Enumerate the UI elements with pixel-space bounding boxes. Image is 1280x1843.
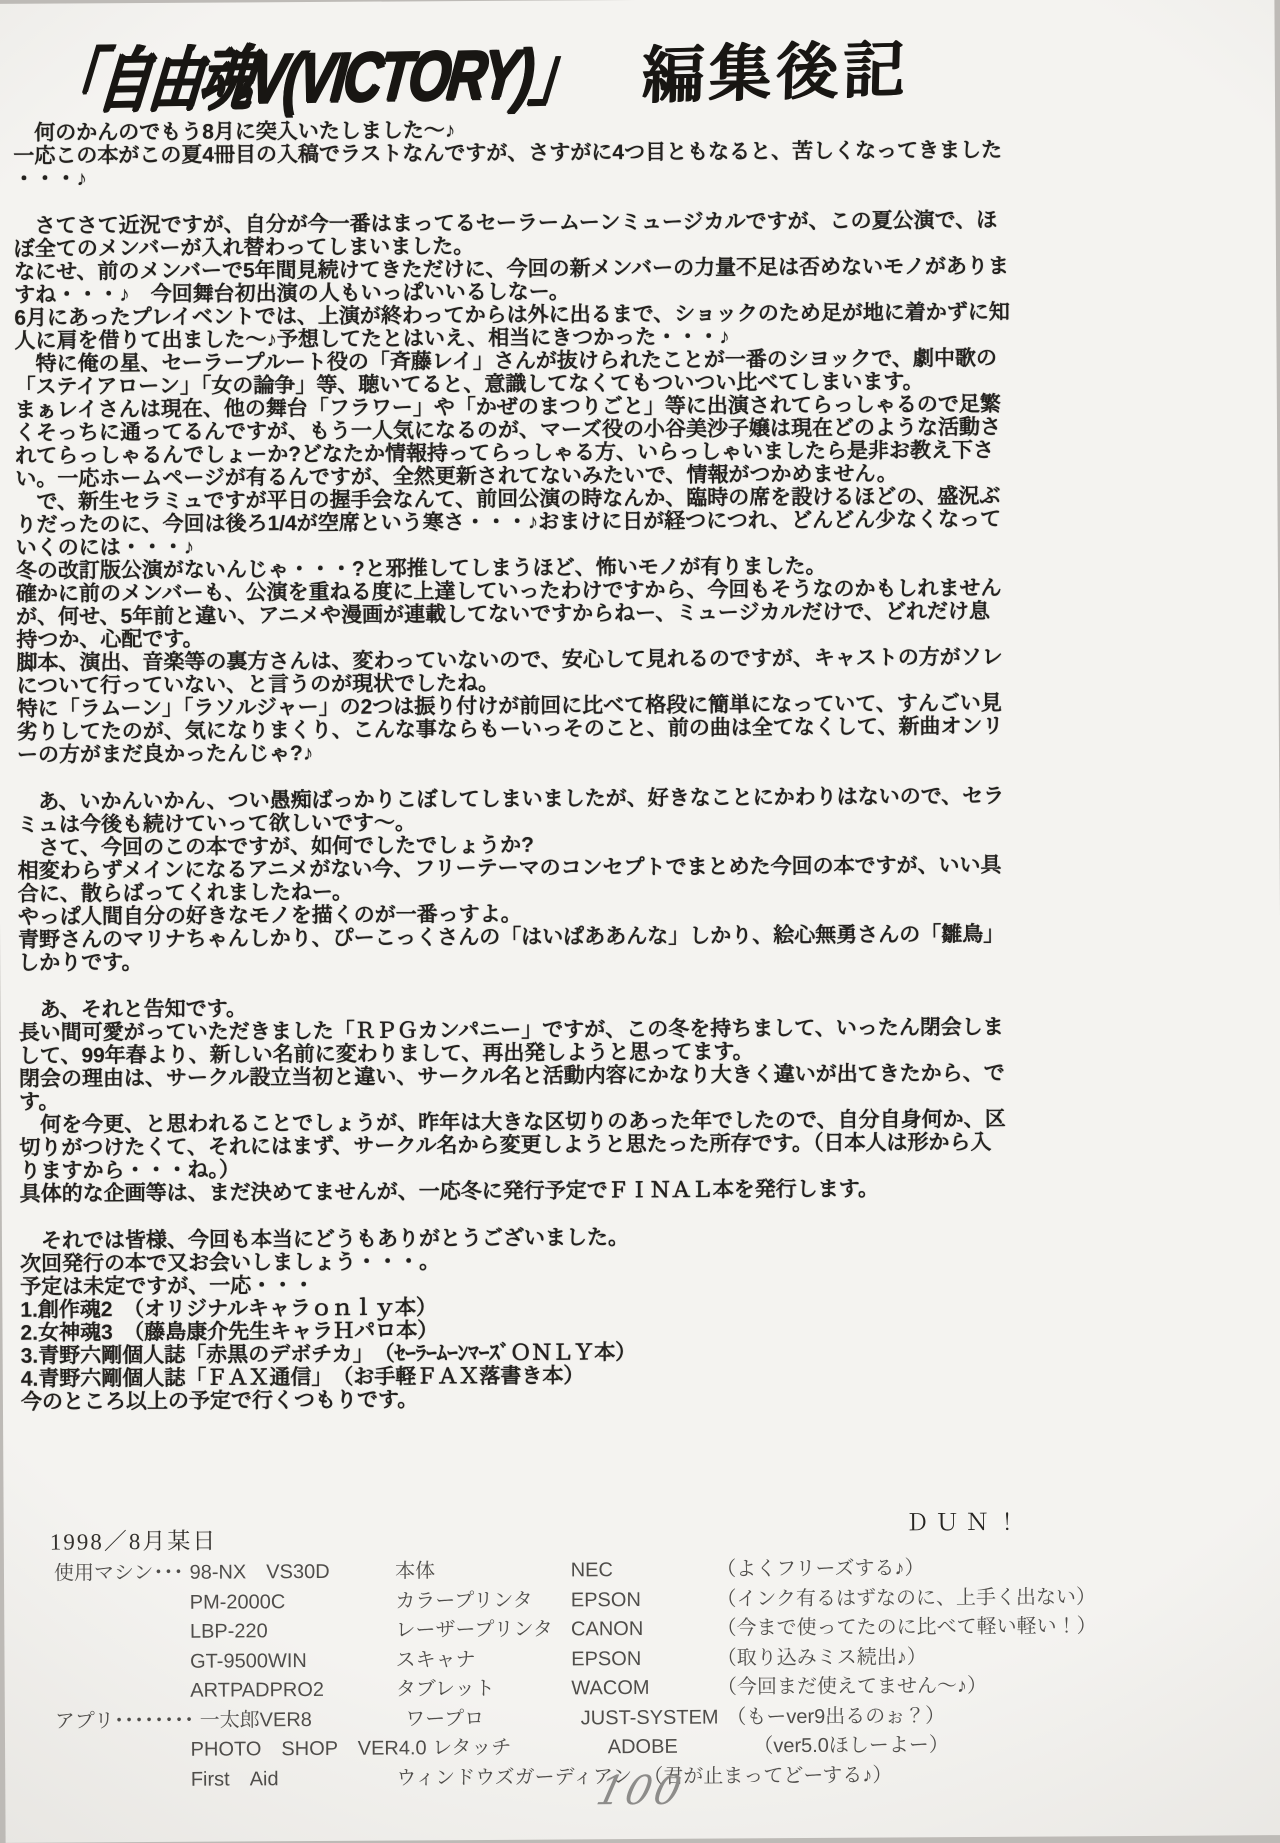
equipment-model: LBP-220: [189, 1620, 268, 1643]
equipment-category-label: アプリ････････: [54, 1709, 195, 1733]
page-number: 100: [592, 1767, 689, 1815]
equipment-comment: （今まで使ってたのに比べて軽い軽い！）: [716, 1615, 1097, 1640]
text-line: 閉会の理由は、サークル設立当初と違い、サークル名と活動内容にかなり大きく違いが出てきたから、で: [18, 1061, 1005, 1091]
equipment-comment: （ver5.0ほしーよー）: [753, 1734, 949, 1758]
text-line: 長い間可愛がっていただきました「ＲＰＧカンパニー」ですが、この冬を持ちまして、いったん閉会しま: [18, 1015, 1004, 1045]
text-line: くそっちに通ってるんですが、もう一人気になるのが、マーズ役の小谷美沙子嬢は現在どのような活動さ: [14, 415, 1002, 445]
equipment-maker: NEC: [570, 1559, 613, 1582]
equipment-comment: （もーver9出るのぉ？）: [726, 1704, 946, 1728]
text-line: それでは皆様、今回も本当にどうもありがとうございました。: [19, 1226, 630, 1253]
text-line: 劣りしてたのが、気になりまくり、こんな事ならもーいっそのこと、前の曲は全てなくして、新曲オンリ: [16, 714, 1004, 744]
text-line: 具体的な企画等は、まだ決めてませんが、一応冬に発行予定でＦＩＮＡＬ本を発行します。: [19, 1177, 880, 1206]
text-line: 確かに前のメンバーも、公演を重ねる度に上達していったわけですから、今回もそうなのかもしれません: [15, 576, 1002, 606]
page-title: 編集後記: [640, 35, 911, 112]
equipment-comment: （君が止まってどーする♪）: [643, 1763, 893, 1788]
text-line: ーの方がまだ良かったんじゃ?♪: [16, 741, 314, 767]
text-line: 一応この本がこの夏4冊目の入稿でラストなんですが、さすがに4つ目ともなると、苦しくなってきました: [13, 138, 1003, 168]
book-title-logo: 「自由魂V(VICTORY)」: [42, 34, 586, 121]
equipment-maker: EPSON: [570, 1588, 641, 1611]
afterword-paragraph: [20, 1223, 1057, 1413]
text-line: い。一応ホームページが有るんですが、全然更新されてないみたいで、情報がつかめません。: [15, 462, 898, 491]
text-line: 2.女神魂3 （藤島康介先生キャラＨパロ本）: [20, 1319, 439, 1345]
text-line: ・・・♪: [13, 167, 88, 191]
text-line: 4.青野六剛個人誌「ＦＡＸ通信」 （お手軽ＦＡＸ落書き本）: [20, 1364, 585, 1391]
afterword-paragraph: [14, 208, 1053, 766]
text-line: 何を今更、と思われることでしょうが、昨年は大きな区切りのあった年でしたので、自分自身何か、区: [19, 1107, 1006, 1137]
equipment-type: カラープリンタ: [395, 1589, 533, 1613]
text-line: す。: [19, 1090, 60, 1114]
text-line: りますから・・・ね。）: [19, 1158, 241, 1183]
text-line: れてらっしゃるんでしょーか?どなたか情報持ってらっしゃる方、いらっしゃいましたら是非お教え下さ: [15, 438, 995, 468]
text-line: 「ステイアローン」「女の論争」等、聴いてると、意識してなくてもついつい比べてしまいます。: [14, 370, 924, 399]
equipment-type: レーザープリンタ: [395, 1618, 553, 1642]
text-line: あ、いかんいかん、つい愚痴ばっかりこぼしてしまいましたが、好きなことにかわりはないので、セラ: [17, 784, 1005, 814]
equipment-list: [54, 1552, 1255, 1795]
equipment-model: PM-2000C: [189, 1590, 286, 1614]
text-line: 相変わらずメインになるアニメがない今、フリーテーマのコンセプトでまとめた今回の本ですが、いい具: [17, 853, 1002, 883]
afterword-paragraph: [13, 115, 1049, 190]
equipment-model: PHOTO SHOP VER4.0: [190, 1737, 427, 1761]
equipment-type: スキャナ: [395, 1648, 476, 1672]
text-line: 次回発行の本で又お会いしましょう・・・。: [20, 1250, 441, 1276]
afterword-paragraph: [18, 992, 1055, 1205]
afterword-text: [13, 115, 1057, 1413]
equipment-category-label: 使用マシン･･･: [53, 1561, 184, 1585]
text-line: 予定は未定ですが、一応・・・: [20, 1273, 315, 1299]
equipment-comment: （よくフリーズする♪）: [716, 1557, 925, 1581]
text-line: なにせ、前のメンバーで5年間見続けてきただけに、今回の新メンバーの力量不足は否めないモノがありま: [13, 254, 1009, 284]
text-line: 今のところ以上の予定で行くつもりです。: [20, 1388, 419, 1414]
text-line: 持つか、心配です。: [16, 627, 204, 652]
equipment-model: GT-9500WIN: [190, 1649, 307, 1673]
text-line: すね・・・♪ 今回舞台初出演の人もいっぱいいるしなー。: [14, 280, 570, 307]
text-line: いくのには・・・♪: [15, 535, 195, 560]
text-line: ぼ全てのメンバーが入れ替わってしまいました。: [13, 235, 475, 261]
equipment-type: レタッチ: [432, 1736, 512, 1760]
text-line: やっぱ人間自分の好きなモノを描くのが一番っすよ。: [17, 902, 522, 929]
text-line: 特に俺の星、セーラープルート役の「斉藤レイ」さんが抜けられたことが一番のシヨックで、劇中歌の: [14, 346, 998, 376]
equipment-type: 本体: [395, 1560, 436, 1583]
text-line: で、新生セラミュですが平日の握手会なんて、前回公演の時なんか、臨時の席を設けるほどの、盛況ぶ: [15, 484, 1001, 514]
equipment-type: ウィンドウズガーディアン: [396, 1765, 633, 1790]
equipment-maker: WACOM: [571, 1676, 650, 1700]
equipment-category-label: [55, 1736, 185, 1737]
equipment-model: 一太郎VER8: [199, 1708, 312, 1732]
equipment-comment: （取り込みミス続出♪）: [716, 1645, 927, 1670]
text-line: 冬の改訂版公演がないんじゃ・・・?と邪推してしまうほど、怖いモノが有りました。: [15, 554, 827, 583]
text-line: 青野さんのマリナちゃんしかり、ぴーこっくさんの「はいぱああんな」しかり、絵心無勇さんの「雛鳥」: [18, 922, 1005, 952]
equipment-category-label: [54, 1618, 184, 1619]
equipment-model: First Aid: [190, 1767, 279, 1791]
text-line: 人に肩を借りて出ました～♪予想してたとはいえ、相当にきつかった・・・♪: [14, 325, 730, 353]
text-line: まぁレイさんは現在、他の舞台「フラワー」や「かぜのまつりごと」等に出演されてらっしゃるので足繁: [14, 392, 1001, 422]
text-line: 1.創作魂2 （オリジナルキャラｏｎｌｙ本）: [20, 1296, 438, 1322]
equipment-maker: JUST-SYSTEM: [580, 1706, 719, 1729]
equipment-model: 98-NX VS30D: [189, 1560, 330, 1584]
equipment-type: ワープロ: [405, 1707, 485, 1730]
text-line: しかりです。: [18, 951, 143, 975]
equipment-maker: ADOBE: [607, 1735, 678, 1759]
text-line: あ、それと告知です。: [18, 997, 248, 1022]
text-line: について行っていない、と言うのが現状でしたね。: [16, 671, 500, 698]
text-line: さて、今回のこの本ですが、如何でしたでしょうか?: [17, 833, 535, 860]
text-line: が、何せ、5年前と違い、アニメや漫画が連載してないですからねー、ミュージカルだけで、どれだけ息: [16, 599, 991, 629]
equipment-maker: EPSON: [571, 1647, 642, 1670]
text-line: さてさて近況ですが、自分が今一番はまってるセーラームーンミュージカルですが、この夏公演で、ほ: [13, 208, 998, 238]
text-line: 特に「ラムーン」「ラソルジャー」の2つは振り付けが前回に比べて格段に簡単になっていて、すんごい見: [16, 691, 1002, 721]
equipment-type: タブレット: [395, 1677, 495, 1701]
text-line: 何のかんのでもう8月に突入いたしました～♪: [13, 119, 456, 145]
equipment-maker: CANON: [570, 1617, 644, 1641]
text-line: して、99年春より、新しい名前に変わりまして、再出発しようと思ってます。: [18, 1040, 754, 1068]
text-line: 切りがつけたくて、それにはまず、サークル名から変更しようと思たった所存です。（日本人は形から入: [19, 1130, 992, 1160]
text-line: 3.青野六剛個人誌「赤黒のデボチカ」 （ｾｰﾗｰﾑｰﾝﾏｰｽﾞＯＮＬＹ本）: [20, 1341, 637, 1368]
text-line: 6月にあったプレイベントでは、上演が終わってからは外に出るまで、ショックのため足が地に着かずに知: [14, 300, 1010, 330]
author-signature: ＤＵＮ！: [905, 1509, 1026, 1536]
text-line: ミュは今後も続けていって欲しいです～。: [17, 811, 417, 837]
afterword-paragraph: [17, 784, 1054, 974]
equipment-comment: （インク有るはずなのに、上手く出ない）: [716, 1585, 1097, 1611]
date-line: 1998／8月某日: [49, 1528, 218, 1555]
text-line: 合に、散らばってくれましたねー。: [17, 880, 354, 906]
text-line: りだったのに、今回は後ろ1/4が空席という寒さ・・・♪おまけに日が経つにつれ、どんどん少なくなって: [15, 507, 1002, 537]
equipment-comment: （今回まだ使えてません～♪）: [716, 1674, 988, 1699]
equipment-model: ARTPADPRO2: [190, 1678, 325, 1702]
page-header: [40, 15, 1141, 125]
text-line: 脚本、演出、音楽等の裏方さんは、変わっていないので、安心して見れるのですが、キャストの方がソレ: [16, 645, 1003, 675]
equipment-category-label: [55, 1677, 185, 1678]
